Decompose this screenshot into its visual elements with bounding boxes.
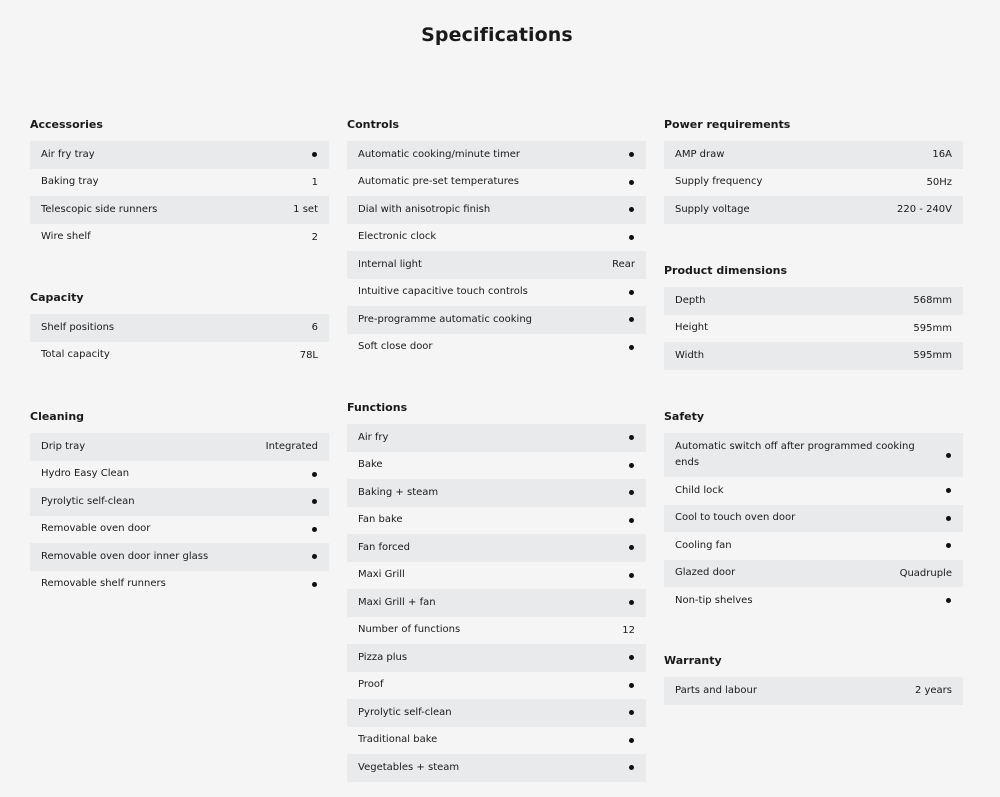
section-cleaning <box>30 408 329 598</box>
spec-row <box>347 699 646 727</box>
spec-label: Width <box>675 349 705 361</box>
spec-value <box>629 707 635 718</box>
spec-row <box>30 461 329 489</box>
section-title: Safety <box>664 410 705 423</box>
spec-list <box>664 287 963 370</box>
bullet-dot-icon <box>629 152 634 157</box>
spec-label: Fan forced <box>358 541 411 553</box>
spec-list <box>664 141 963 224</box>
bullet-dot-icon <box>629 490 634 495</box>
spec-value <box>629 204 635 215</box>
spec-label: Fan bake <box>358 514 403 526</box>
spec-label: Internal light <box>358 258 422 270</box>
spec-label: Drip tray <box>41 440 86 452</box>
spec-row <box>347 306 646 334</box>
spec-value <box>629 597 635 608</box>
spec-row <box>664 141 963 169</box>
spec-label: Baking + steam <box>358 486 439 498</box>
section-power-requirements <box>664 116 963 224</box>
spec-label: Vegetables + steam <box>358 761 460 773</box>
spec-label: Pyrolytic self-clean <box>358 706 452 718</box>
spec-value: 2 years <box>914 685 952 697</box>
spec-row <box>347 279 646 307</box>
section-safety <box>664 408 963 615</box>
spec-row <box>347 334 646 362</box>
spec-row <box>30 196 329 224</box>
spec-label: Baking tray <box>41 176 99 188</box>
spec-value: Quadruple <box>899 567 952 579</box>
spec-row <box>664 342 963 370</box>
spec-value <box>629 432 635 443</box>
spec-label: Electronic clock <box>358 231 437 243</box>
spec-row <box>664 433 963 477</box>
spec-row <box>30 571 329 599</box>
spec-list <box>347 424 646 782</box>
spec-row <box>30 314 329 342</box>
spec-list <box>664 677 963 705</box>
spec-label: Dial with anisotropic finish <box>358 203 491 215</box>
spec-value <box>946 485 952 496</box>
bullet-dot-icon <box>312 582 317 587</box>
spec-value <box>312 551 318 562</box>
section-product-dimensions <box>664 262 963 370</box>
spec-label: Hydro Easy Clean <box>41 468 130 480</box>
spec-value: 6 <box>311 322 318 334</box>
spec-row <box>347 562 646 590</box>
spec-label: Total capacity <box>41 349 110 361</box>
bullet-dot-icon <box>629 317 634 322</box>
spec-value: 1 set <box>293 204 318 216</box>
bullet-dot-icon <box>946 453 951 458</box>
spec-row <box>347 617 646 645</box>
spec-row <box>664 560 963 588</box>
spec-label: Removable shelf runners <box>41 578 166 590</box>
spec-label: Intuitive capacitive touch controls <box>358 286 528 298</box>
spec-row <box>664 477 963 505</box>
spec-label: Maxi Grill <box>358 569 405 581</box>
spec-value <box>312 579 318 590</box>
spec-value <box>629 232 635 243</box>
section-capacity <box>30 289 329 369</box>
section-title: Warranty <box>664 654 722 667</box>
spec-value <box>629 342 635 353</box>
section-warranty <box>664 652 963 705</box>
spec-value <box>629 314 635 325</box>
spec-label: Bake <box>358 459 383 471</box>
bullet-dot-icon <box>629 345 634 350</box>
spec-label: Non-tip shelves <box>675 594 753 606</box>
section-title: Power requirements <box>664 118 791 131</box>
spec-label: Traditional bake <box>358 734 438 746</box>
spec-value <box>629 287 635 298</box>
spec-value: 595mm <box>913 322 952 334</box>
bullet-dot-icon <box>629 655 634 660</box>
section-title: Cleaning <box>30 410 85 423</box>
spec-label: Pyrolytic self-clean <box>41 495 135 507</box>
spec-row <box>347 727 646 755</box>
page-title: Specifications <box>421 24 573 46</box>
section-title: Product dimensions <box>664 264 788 277</box>
bullet-dot-icon <box>629 573 634 578</box>
bullet-dot-icon <box>629 290 634 295</box>
bullet-dot-icon <box>629 180 634 185</box>
spec-list <box>30 433 329 598</box>
spec-row <box>30 169 329 197</box>
spec-row <box>664 505 963 533</box>
bullet-dot-icon <box>312 472 317 477</box>
spec-row <box>664 287 963 315</box>
spec-label: Automatic pre-set temperatures <box>358 176 519 188</box>
bullet-dot-icon <box>946 598 951 603</box>
spec-label: Parts and labour <box>675 684 757 696</box>
spec-row <box>347 507 646 535</box>
spec-value <box>629 735 635 746</box>
spec-row <box>347 424 646 452</box>
spec-value <box>946 540 952 551</box>
spec-value: 78L <box>299 349 318 361</box>
spec-value: 595mm <box>913 350 952 362</box>
spec-row <box>347 452 646 480</box>
spec-value <box>629 542 635 553</box>
spec-label: Removable oven door inner glass <box>41 550 209 562</box>
spec-value: 1 <box>311 176 318 188</box>
spec-value <box>312 496 318 507</box>
spec-value <box>629 177 635 188</box>
spec-value <box>946 513 952 524</box>
bullet-dot-icon <box>629 235 634 240</box>
spec-row <box>347 534 646 562</box>
spec-label: Pre-programme automatic cooking <box>358 313 533 325</box>
spec-value: 568mm <box>913 295 952 307</box>
bullet-dot-icon <box>629 463 634 468</box>
spec-value <box>629 487 635 498</box>
spec-value <box>629 149 635 160</box>
bullet-dot-icon <box>312 554 317 559</box>
section-title: Capacity <box>30 291 84 304</box>
spec-row <box>664 532 963 560</box>
spec-row <box>347 672 646 700</box>
spec-value: 2 <box>311 231 318 243</box>
spec-row <box>347 196 646 224</box>
spec-row <box>664 587 963 615</box>
spec-label: Automatic switch off after programmed cooking ends <box>675 441 915 468</box>
section-title: Functions <box>347 401 408 414</box>
spec-value: 12 <box>622 624 635 636</box>
spec-label: Automatic cooking/minute timer <box>358 148 520 160</box>
spec-value <box>946 450 952 461</box>
spec-list <box>30 314 329 369</box>
spec-value: 50Hz <box>926 176 952 188</box>
spec-label: Wire shelf <box>41 231 91 243</box>
spec-label: Supply voltage <box>675 203 750 215</box>
spec-row <box>664 315 963 343</box>
spec-row <box>347 644 646 672</box>
spec-row <box>347 251 646 279</box>
spec-label: Soft close door <box>358 341 433 353</box>
spec-value <box>312 149 318 160</box>
spec-row <box>347 141 646 169</box>
bullet-dot-icon <box>946 516 951 521</box>
spec-label: Pizza plus <box>358 651 408 663</box>
spec-value: Rear <box>612 259 635 271</box>
spec-list <box>347 141 646 361</box>
spec-label: Proof <box>358 679 384 691</box>
bullet-dot-icon <box>629 545 634 550</box>
bullet-dot-icon <box>312 152 317 157</box>
spec-row <box>347 169 646 197</box>
spec-label: Cooling fan <box>675 539 732 551</box>
bullet-dot-icon <box>312 527 317 532</box>
spec-label: Maxi Grill + fan <box>358 596 436 608</box>
spec-label: Glazed door <box>675 567 736 579</box>
spec-row <box>347 479 646 507</box>
bullet-dot-icon <box>629 683 634 688</box>
spec-row <box>30 516 329 544</box>
spec-row <box>347 754 646 782</box>
section-functions <box>347 399 646 782</box>
spec-list <box>664 433 963 615</box>
bullet-dot-icon <box>946 488 951 493</box>
bullet-dot-icon <box>629 435 634 440</box>
spec-row <box>664 677 963 705</box>
spec-row <box>347 224 646 252</box>
spec-value <box>629 762 635 773</box>
spec-row <box>30 141 329 169</box>
bullet-dot-icon <box>629 518 634 523</box>
spec-row <box>30 433 329 461</box>
spec-value: 16A <box>932 149 952 161</box>
spec-value <box>312 469 318 480</box>
bullet-dot-icon <box>946 543 951 548</box>
spec-row <box>30 224 329 252</box>
spec-label: Removable oven door <box>41 523 151 535</box>
spec-value <box>629 515 635 526</box>
bullet-dot-icon <box>629 765 634 770</box>
spec-label: Supply frequency <box>675 176 763 188</box>
spec-row <box>664 196 963 224</box>
section-accessories <box>30 116 329 251</box>
spec-value <box>629 652 635 663</box>
spec-value <box>629 680 635 691</box>
spec-label: Air fry <box>358 431 389 443</box>
spec-value <box>629 460 635 471</box>
spec-label: Air fry tray <box>41 148 95 160</box>
spec-row <box>30 488 329 516</box>
spec-row <box>664 169 963 197</box>
section-title: Accessories <box>30 118 103 131</box>
spec-label: Child lock <box>675 484 724 496</box>
spec-value: 220 - 240V <box>897 204 952 216</box>
spec-list <box>30 141 329 251</box>
spec-label: Depth <box>675 294 706 306</box>
spec-value <box>946 595 952 606</box>
bullet-dot-icon <box>629 207 634 212</box>
spec-value: Integrated <box>265 441 318 453</box>
section-controls <box>347 116 646 361</box>
spec-label: Cool to touch oven door <box>675 512 796 524</box>
spec-label: Telescopic side runners <box>41 203 158 215</box>
bullet-dot-icon <box>312 499 317 504</box>
spec-row <box>30 543 329 571</box>
spec-value <box>629 570 635 581</box>
spec-label: AMP draw <box>675 148 725 160</box>
spec-row <box>30 342 329 370</box>
bullet-dot-icon <box>629 710 634 715</box>
spec-label: Height <box>675 322 709 334</box>
section-title: Controls <box>347 118 400 131</box>
spec-label: Number of functions <box>358 624 461 636</box>
spec-label: Shelf positions <box>41 321 115 333</box>
bullet-dot-icon <box>629 738 634 743</box>
bullet-dot-icon <box>629 600 634 605</box>
spec-row <box>347 589 646 617</box>
spec-value <box>312 524 318 535</box>
